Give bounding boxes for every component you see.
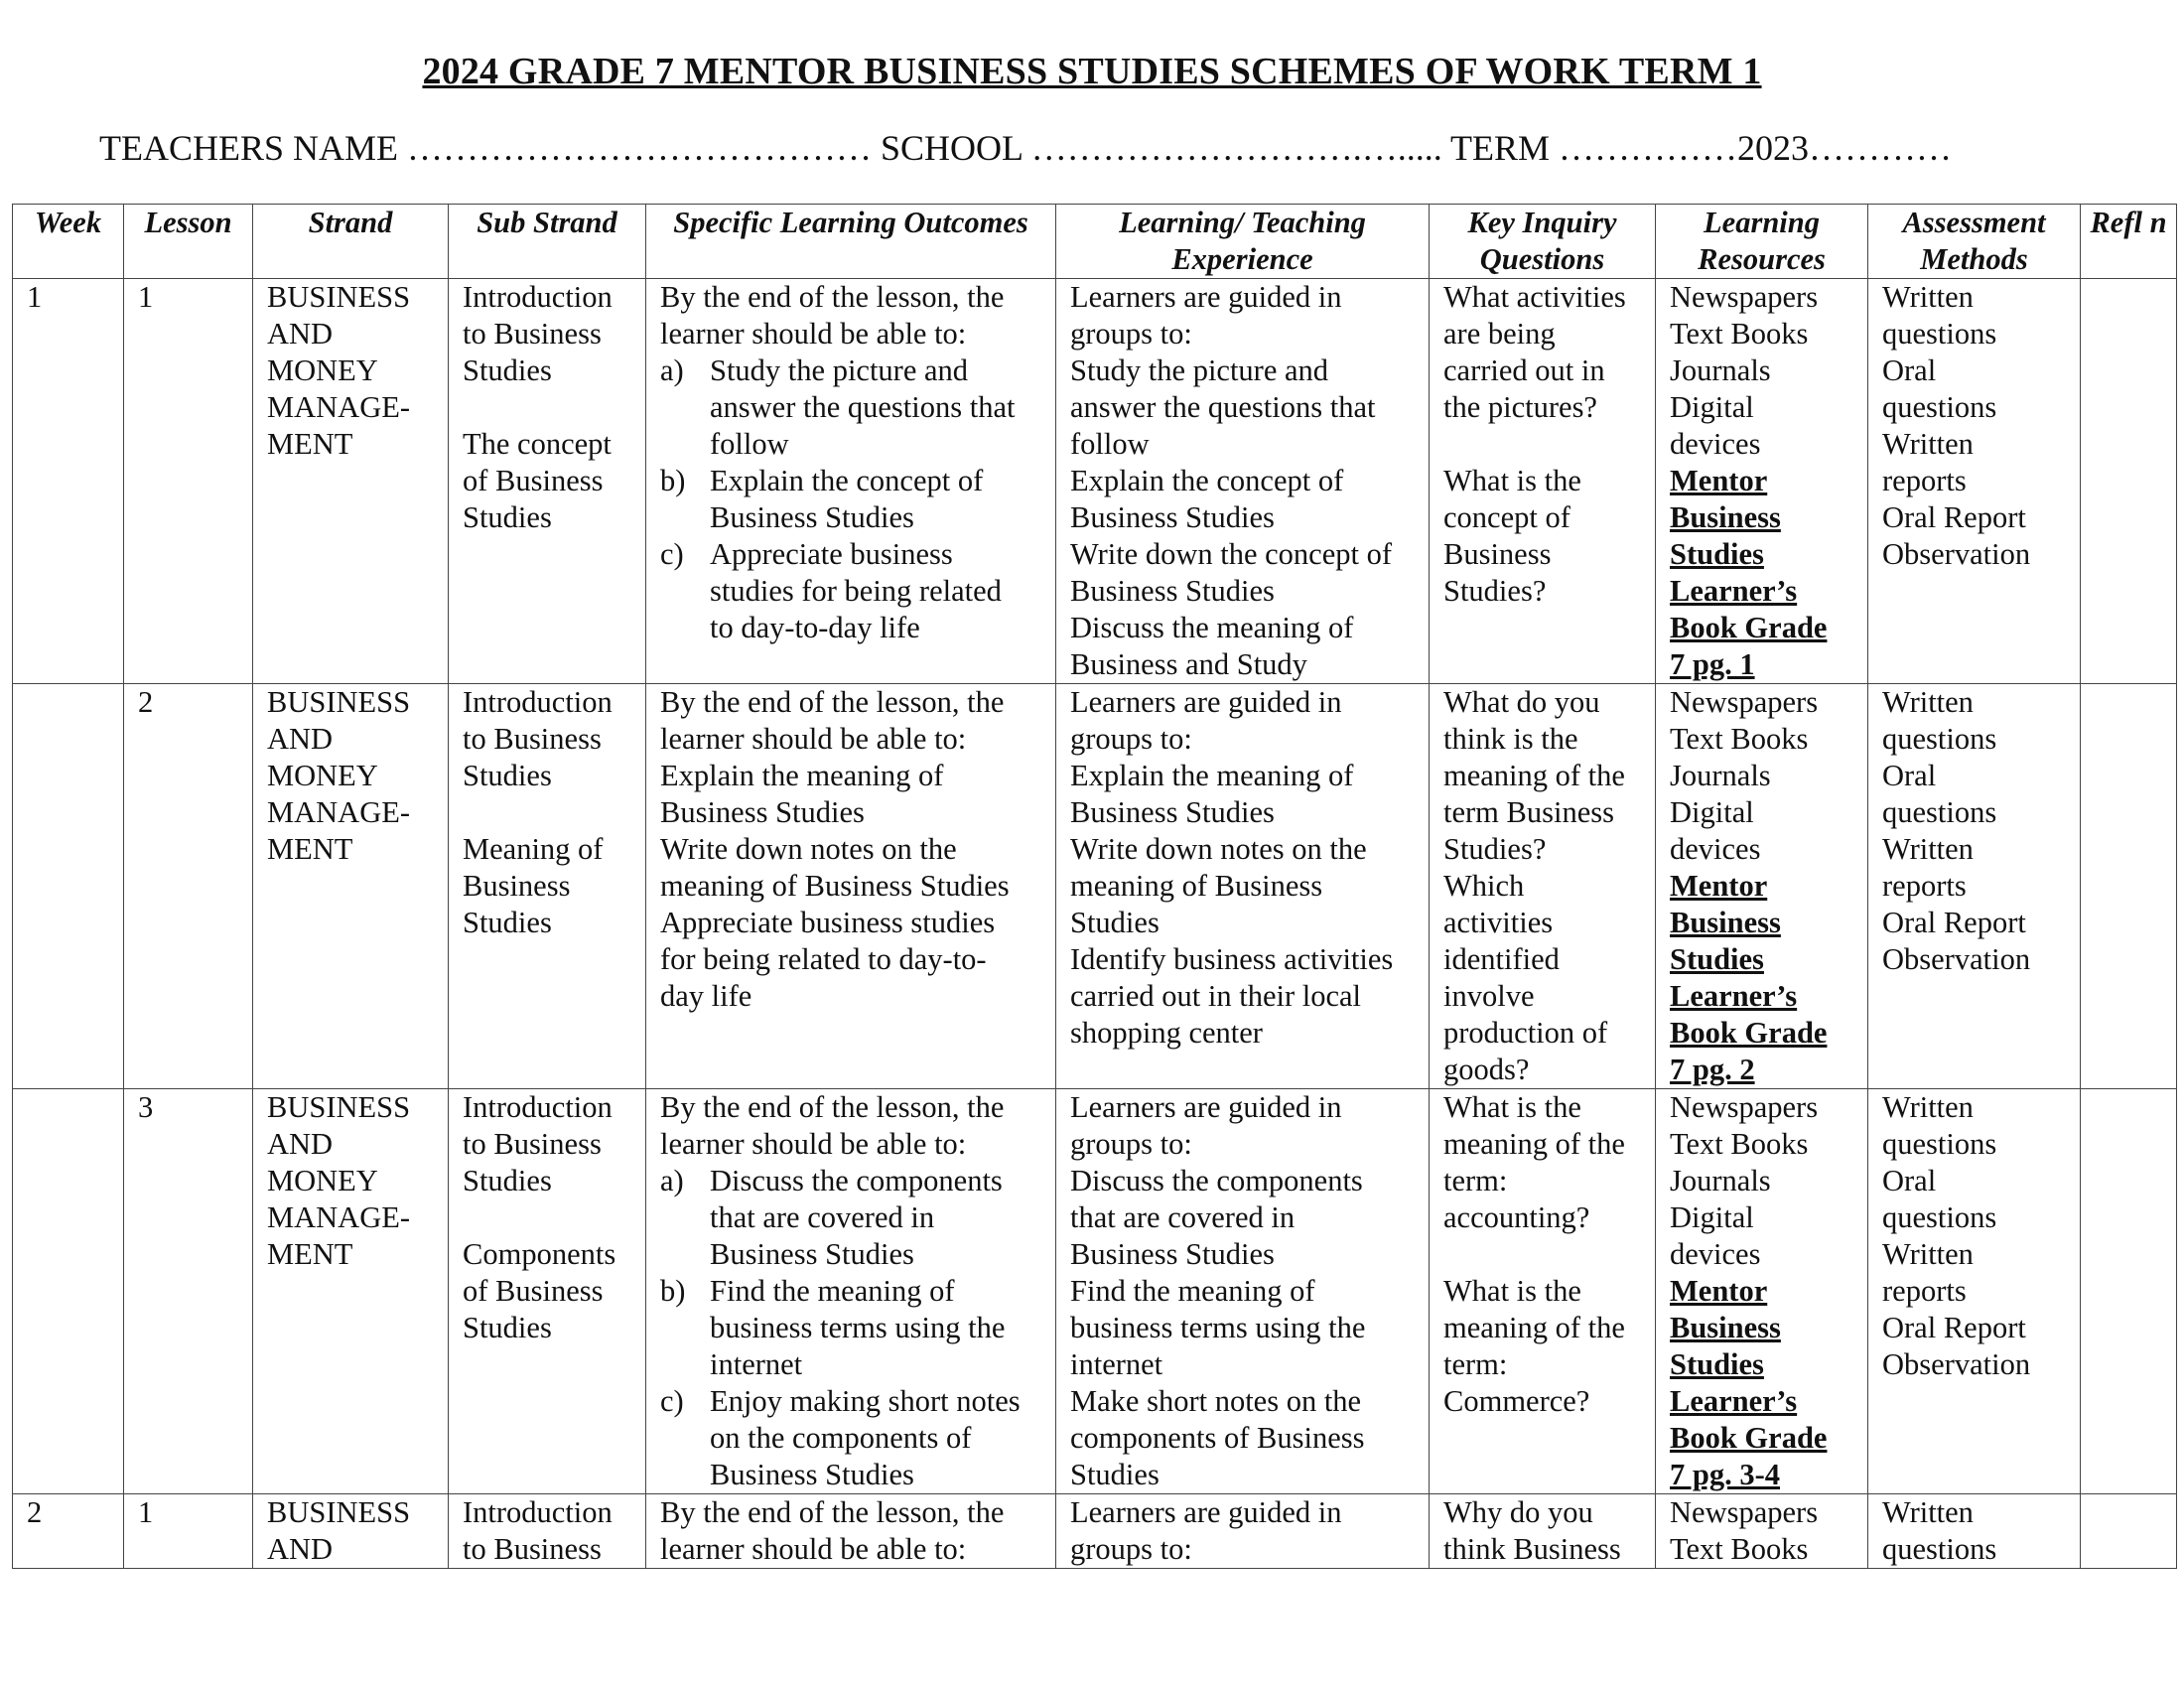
strand-text: MANAGE- [267,795,411,829]
experience-text: internet [1070,1347,1163,1381]
experience-text: Make short notes on the [1070,1384,1362,1418]
outcome-item [660,463,1047,499]
outcome-text: to day-to-day life [710,611,920,644]
resource-book-reference: Learner’s [1670,574,1798,608]
resource-book-reference: Business [1670,500,1781,534]
week-cell [13,279,124,684]
outcome-text: studies for being related [710,574,1002,608]
assessment-text: Written [1882,1237,1974,1271]
outcome-item [660,352,1047,389]
sub-strand-text: to Business [463,317,602,351]
question-text: What is the [1443,1274,1581,1308]
strand-text: AND [267,317,334,351]
outcome-intro-text: learner should be able to: [660,317,967,351]
resources-cell [1656,1494,1868,1569]
questions-cell [1430,684,1656,1089]
resource-text: Newspapers [1670,685,1819,719]
week-cell [13,1089,124,1494]
sub-strand-text: Studies [463,500,552,534]
outcome-text: Business Studies [710,500,914,534]
outcome-text: Discuss the components [710,1164,1003,1197]
experience-text: Learners are guided in [1070,1495,1342,1529]
experience-cell [1056,684,1430,1089]
sub-strand-text: Introduction [463,685,613,719]
question-text: Which [1443,869,1525,903]
question-text: Why do you [1443,1495,1593,1529]
sub-strand-text: Studies [463,759,552,792]
strand-text: MONEY [267,353,378,387]
question-text: meaning of the [1443,759,1625,792]
outcome-marker: b) [660,1274,686,1308]
sub-strand-text: Business [463,869,571,903]
experience-text: business terms using the [1070,1311,1366,1344]
sub-strand-text: Studies [463,1311,552,1344]
outcome-item [660,1383,1047,1420]
outcomes-cell [646,279,1056,684]
experience-text: Identify business activities [1070,942,1394,976]
resource-text: devices [1670,1237,1761,1271]
strand-text: MANAGE- [267,1200,411,1234]
experience-cell [1056,279,1430,684]
outcome-text: on the components of [710,1421,972,1455]
resource-text: Journals [1670,1164,1771,1197]
question-text: What do you [1443,685,1600,719]
outcome-text: Explain the concept of [710,464,984,497]
header-week: Week [13,205,124,279]
outcomes-cell [646,684,1056,1089]
assessment-text: Oral [1882,353,1937,387]
header-assessment-methods: Assessment Methods [1868,205,2081,279]
outcome-marker: c) [660,1384,684,1418]
assessment-text: Written [1882,685,1974,719]
outcome-text: Appreciate business [710,537,953,571]
resource-text: Text Books [1670,1532,1809,1566]
assessment-text: Written [1882,1090,1974,1124]
spacer [463,389,637,426]
question-text: What is the [1443,464,1581,497]
assessment-text: Oral Report [1882,500,2026,534]
strand-text: BUSINESS [267,1090,411,1124]
experience-text: groups to: [1070,1127,1192,1161]
table-row [13,1494,2177,1569]
resource-text: Digital [1670,795,1754,829]
experience-text: Explain the concept of [1070,464,1344,497]
header-learning-outcomes: Specific Learning Outcomes [646,205,1056,279]
assessment-text: Observation [1882,537,2031,571]
resource-text: Journals [1670,353,1771,387]
sub-strand-text: to Business [463,1127,602,1161]
questions-cell [1430,1494,1656,1569]
resource-text: Digital [1670,390,1754,424]
assessment-cell [1868,1089,2081,1494]
outcome-text: follow [710,427,789,461]
resource-text: Text Books [1670,722,1809,756]
experience-text: Business Studies [1070,795,1275,829]
resources-cell [1656,684,1868,1089]
outcome-text: answer the questions that [710,390,1016,424]
sub-strand-text: Studies [463,1164,552,1197]
question-text: think is the [1443,722,1578,756]
experience-text: shopping center [1070,1016,1263,1050]
resource-text: Text Books [1670,317,1809,351]
resource-book-reference: Business [1670,906,1781,939]
experience-text: answer the questions that [1070,390,1376,424]
outcome-intro-text: By the end of the lesson, the [660,280,1005,314]
experience-text: carried out in their local [1070,979,1362,1013]
strand-text: BUSINESS [267,685,411,719]
sub-strand-text: Studies [463,353,552,387]
experience-text: Learners are guided in [1070,685,1342,719]
strand-text: MONEY [267,759,378,792]
assessment-text: Oral Report [1882,906,2026,939]
resource-book-reference: Studies [1670,537,1764,571]
resource-book-reference: 7 pg. 3-4 [1670,1458,1780,1491]
experience-text: Studies [1070,1458,1160,1491]
resource-book-reference: 7 pg. 1 [1670,647,1755,681]
outcome-intro-text: learner should be able to: [660,1532,967,1566]
experience-text: groups to: [1070,1532,1192,1566]
experience-text: Discuss the components [1070,1164,1363,1197]
reflection-cell [2081,684,2177,1089]
assessment-text: Observation [1882,942,2031,976]
question-text: What is the [1443,1090,1581,1124]
question-text: concept of [1443,500,1570,534]
resources-cell [1656,279,1868,684]
experience-cell [1056,1089,1430,1494]
assessment-text: Written [1882,1495,1974,1529]
question-text: Commerce? [1443,1384,1590,1418]
assessment-text: Oral [1882,759,1937,792]
table-row [13,279,2177,684]
experience-cell [1056,1494,1430,1569]
outcome-intro-text: Explain the meaning of [660,759,944,792]
assessment-cell [1868,1494,2081,1569]
strand-text: MONEY [267,1164,378,1197]
questions-cell [1430,1089,1656,1494]
outcome-intro-text: By the end of the lesson, the [660,1090,1005,1124]
scheme-of-work-table [12,204,2177,1569]
question-text: Business [1443,537,1552,571]
outcomes-cell [646,1494,1056,1569]
outcome-text: Enjoy making short notes [710,1384,1021,1418]
outcome-text: Find the meaning of [710,1274,955,1308]
experience-text: Study the picture and [1070,353,1329,387]
resource-book-reference: Mentor [1670,464,1768,497]
outcome-marker: a) [660,353,684,387]
lesson-cell [124,1089,253,1494]
sub-strand-text: to Business [463,1532,602,1566]
question-text: Studies? [1443,832,1547,866]
table-row [13,684,2177,1089]
outcome-text: Business Studies [710,1458,914,1491]
question-text: accounting? [1443,1200,1590,1234]
outcome-text: Business Studies [710,1237,914,1271]
assessment-text: Written [1882,832,1974,866]
question-text: carried out in [1443,353,1605,387]
resource-text: Digital [1670,1200,1754,1234]
strand-text: MENT [267,832,353,866]
outcome-intro-text: By the end of the lesson, the [660,685,1005,719]
experience-text: groups to: [1070,317,1192,351]
resource-text: Newspapers [1670,280,1819,314]
question-text: are being [1443,317,1556,351]
resource-book-reference: Mentor [1670,1274,1768,1308]
experience-text: Business Studies [1070,1237,1275,1271]
lesson-cell [124,279,253,684]
experience-text: Explain the meaning of [1070,759,1354,792]
strand-cell [253,279,449,684]
spacer [463,1199,637,1236]
assessment-text: questions [1882,390,1997,424]
reflection-cell [2081,279,2177,684]
question-text: goods? [1443,1053,1530,1086]
resource-book-reference: Mentor [1670,869,1768,903]
question-text: identified [1443,942,1560,976]
question-text: term: [1443,1164,1508,1197]
week-number: 1 [27,280,43,314]
header-inquiry-questions: Key Inquiry Questions [1430,205,1656,279]
resource-text: devices [1670,832,1761,866]
spacer [1443,426,1647,463]
outcome-intro-text: learner should be able to: [660,1127,967,1161]
sub-strand-cell [449,1089,646,1494]
strand-cell [253,1494,449,1569]
header-teaching-experience: Learning/ Teaching Experience [1056,205,1430,279]
outcome-intro-text: By the end of the lesson, the [660,1495,1005,1529]
reflection-cell [2081,1089,2177,1494]
sub-strand-cell [449,1494,646,1569]
assessment-text: Oral Report [1882,1311,2026,1344]
assessment-text: questions [1882,722,1997,756]
outcome-text: Study the picture and [710,353,969,387]
assessment-text: questions [1882,1127,1997,1161]
sub-strand-text: to Business [463,722,602,756]
experience-text: Find the meaning of [1070,1274,1315,1308]
experience-text: groups to: [1070,722,1192,756]
question-text: term Business [1443,795,1614,829]
assessment-text: questions [1882,1200,1997,1234]
outcome-item [660,1273,1047,1310]
outcome-intro-text: learner should be able to: [660,722,967,756]
outcome-marker: b) [660,464,686,497]
assessment-cell [1868,684,2081,1089]
assessment-text: questions [1882,317,1997,351]
sub-strand-text: Introduction [463,280,613,314]
assessment-text: reports [1882,1274,1967,1308]
sub-strand-text: Meaning of [463,832,604,866]
outcome-text: business terms using the [710,1311,1006,1344]
assessment-text: Observation [1882,1347,2031,1381]
assessment-text: reports [1882,464,1967,497]
question-text: the pictures? [1443,390,1597,424]
questions-cell [1430,279,1656,684]
spacer [1443,1236,1647,1273]
table-row [13,1089,2177,1494]
outcome-item [660,536,1047,573]
header-learning-resources: Learning Resources [1656,205,1868,279]
outcome-text: internet [710,1347,803,1381]
sub-strand-cell [449,684,646,1089]
outcome-intro-text: Appreciate business studies [660,906,996,939]
assessment-cell [1868,279,2081,684]
question-text: think Business [1443,1532,1621,1566]
header-strand: Strand [253,205,449,279]
lesson-number: 1 [138,280,154,314]
resource-book-reference: Studies [1670,1347,1764,1381]
spacer [463,794,637,831]
resource-book-reference: 7 pg. 2 [1670,1053,1755,1086]
outcome-text: that are covered in [710,1200,935,1234]
strand-text: AND [267,1532,334,1566]
experience-text: Learners are guided in [1070,1090,1342,1124]
question-text: activities [1443,906,1554,939]
strand-cell [253,684,449,1089]
resource-text: Journals [1670,759,1771,792]
outcome-intro-text: Business Studies [660,795,865,829]
assessment-text: questions [1882,1532,1997,1566]
sub-strand-text: Introduction [463,1495,613,1529]
resource-book-reference: Business [1670,1311,1781,1344]
experience-text: Business Studies [1070,574,1275,608]
strand-text: AND [267,722,334,756]
question-text: production of [1443,1016,1608,1050]
resource-text: Text Books [1670,1127,1809,1161]
lesson-number: 3 [138,1090,154,1124]
strand-text: BUSINESS [267,1495,411,1529]
strand-text: BUSINESS [267,280,411,314]
resources-cell [1656,1089,1868,1494]
lesson-cell [124,1494,253,1569]
header-lesson: Lesson [124,205,253,279]
question-text: term: [1443,1347,1508,1381]
sub-strand-text: Components [463,1237,616,1271]
sub-strand-text: of Business [463,464,604,497]
resource-book-reference: Book Grade [1670,1421,1828,1455]
assessment-text: questions [1882,795,1997,829]
strand-cell [253,1089,449,1494]
experience-text: Studies [1070,906,1160,939]
sub-strand-text: The concept [463,427,612,461]
question-text: What activities [1443,280,1626,314]
outcome-intro-text: Write down notes on the [660,832,957,866]
outcomes-cell [646,1089,1056,1494]
lesson-cell [124,684,253,1089]
outcome-marker: a) [660,1164,684,1197]
outcome-intro-text: for being related to day-to- [660,942,987,976]
teacher-info-line: TEACHERS NAME ………………………………… SCHOOL ……………………….…..... TERM ……………2023………… [99,128,1953,168]
assessment-text: reports [1882,869,1967,903]
assessment-text: Written [1882,280,1974,314]
week-number: 2 [27,1495,43,1529]
strand-text: MENT [267,1237,353,1271]
resource-book-reference: Book Grade [1670,611,1828,644]
lesson-number: 2 [138,685,154,719]
lesson-number: 1 [138,1495,154,1529]
header-reflection: Refl n [2081,205,2177,279]
experience-text: Learners are guided in [1070,280,1342,314]
experience-text: components of Business [1070,1421,1365,1455]
resource-book-reference: Learner’s [1670,979,1798,1013]
outcome-intro-text: meaning of Business Studies [660,869,1010,903]
resource-text: Newspapers [1670,1495,1819,1529]
question-text: involve [1443,979,1535,1013]
experience-text: meaning of Business [1070,869,1323,903]
document-title: 2024 GRADE 7 MENTOR BUSINESS STUDIES SCHEMES OF WORK TERM 1 [422,51,1762,92]
sub-strand-text: Studies [463,906,552,939]
sub-strand-cell [449,279,646,684]
strand-text: AND [267,1127,334,1161]
experience-text: Write down the concept of [1070,537,1392,571]
resource-book-reference: Book Grade [1670,1016,1828,1050]
outcome-intro-text: day life [660,979,752,1013]
resource-book-reference: Studies [1670,942,1764,976]
experience-text: that are covered in [1070,1200,1296,1234]
question-text: meaning of the [1443,1127,1625,1161]
assessment-text: Oral [1882,1164,1937,1197]
resource-text: devices [1670,427,1761,461]
question-text: meaning of the [1443,1311,1625,1344]
experience-text: Business and Study [1070,647,1307,681]
experience-text: Business Studies [1070,500,1275,534]
experience-text: follow [1070,427,1150,461]
week-cell [13,684,124,1089]
week-cell [13,1494,124,1569]
question-text: Studies? [1443,574,1547,608]
experience-text: Write down notes on the [1070,832,1367,866]
header-sub-strand: Sub Strand [449,205,646,279]
resource-book-reference: Learner’s [1670,1384,1798,1418]
sub-strand-text: of Business [463,1274,604,1308]
resource-text: Newspapers [1670,1090,1819,1124]
strand-text: MANAGE- [267,390,411,424]
strand-text: MENT [267,427,353,461]
outcome-marker: c) [660,537,684,571]
reflection-cell [2081,1494,2177,1569]
table-header-row [13,205,2177,279]
experience-text: Discuss the meaning of [1070,611,1354,644]
assessment-text: Written [1882,427,1974,461]
outcome-item [660,1163,1047,1199]
sub-strand-text: Introduction [463,1090,613,1124]
